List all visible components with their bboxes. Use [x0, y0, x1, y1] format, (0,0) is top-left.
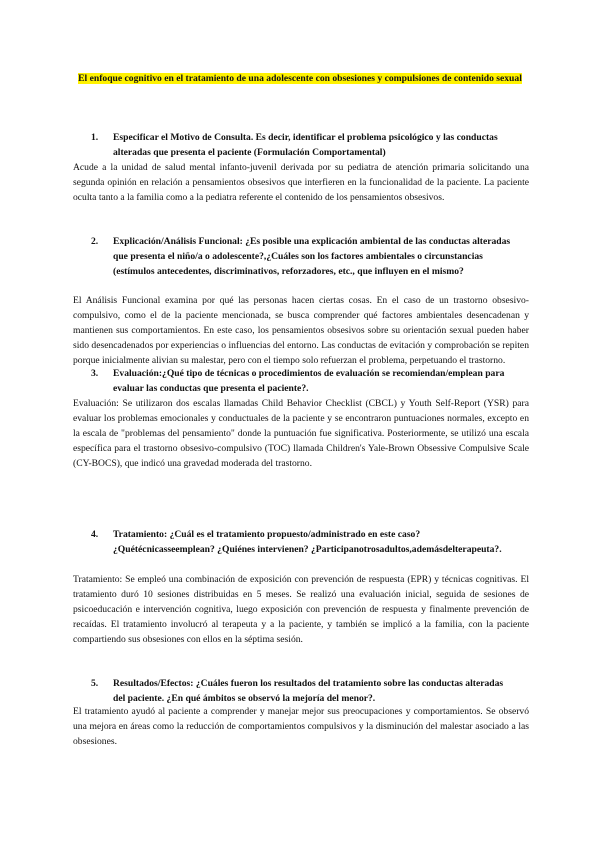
section-4-heading: [91, 527, 516, 557]
section-heading-text: Especificar el Motivo de Consulta. Es decir, identificar el problema psicológico y las conductas alteradas que presenta el paciente (Formulación Comportamental): [113, 132, 498, 158]
section-1-heading: [91, 130, 516, 160]
section-number: 4.: [91, 529, 99, 540]
section-3-heading: [91, 366, 516, 396]
document-title: [70, 71, 530, 86]
section-heading-text: Explicación/Análisis Funcional: ¿Es posible una explicación ambiental de las conductas alteradas que presenta el niño/a o adolescente?,¿Cuáles son los factores ambientales o circunstancias (estímulos antecedentes, discriminativos, reforzadores, etc., que influyen en el mismo?: [113, 236, 511, 277]
section-heading-text: Evaluación:¿Qué tipo de técnicas o procedimientos de evaluación se recomiendan/emplean para evaluar las conductas que presenta el paciente?.: [113, 368, 505, 394]
section-5-heading: [91, 676, 516, 706]
section-number: 1.: [91, 132, 99, 143]
section-heading-text: Tratamiento: ¿Cuál es el tratamiento propuesto/administrado en este caso? ¿Quétécnicasseemplean? ¿Quiénes intervienen? ¿Participanotrosadultos,ademásdelterapeuta?.: [113, 529, 502, 555]
section-1-body: Acude a la unidad de salud mental infanto-juvenil derivada por su pediatra de atención primaria solicitando una segunda opinión en relación a pensamientos obsesivos que interfieren en la funcionalidad de la paciente. La paciente oculta tanto a la familia como a la pediatra referente el contenido de los pensamientos obsesivos.: [73, 162, 529, 203]
section-2-body: El Análisis Funcional examina por qué las personas hacen ciertas cosas. En el caso de un trastorno obsesivo-compulsivo, como el de la paciente mencionada, se busca comprender qué factores ambientales desencadenan y mantienen sus comportamientos. En este caso, los pensamientos obsesivos sobre su orientación sexual pueden haber sido desencadenados por experiencias o influencias del entorno. Las conductas de evitación y comprobación se repiten porque inicialmente alivian su malestar, pero con el tiempo solo refuerzan el problema, perpetuando el trastorno.: [73, 295, 529, 366]
title-highlight: El enfoque cognitivo en el tratamiento de una adolescente con obsesiones y compulsiones de contenido sexual: [78, 73, 522, 84]
section-3-body: Evaluación: Se utilizaron dos escalas llamadas Child Behavior Checklist (CBCL) y Youth Self-Report (YSR) para evaluar los problemas emocionales y conductuales de la paciente y se encontraron puntuaciones normales, excepto en la escala de "problemas del pensamiento" donde la puntuación fue significativa. Posteriormente, se utilizó una escala específica para el trastorno obsesivo-compulsivo (TOC) llamada Children's Yale-Brown Obsessive Compulsive Scale (CY-BOCS), que indicó una gravedad moderada del trastorno.: [73, 398, 529, 469]
section-5-body: El tratamiento ayudó al paciente a comprender y manejar mejor sus preocupaciones y comportamientos. Se observó una mejora en áreas como la reducción de comportamientos compulsivos y la disminución del malestar asociado a las obsesiones.: [73, 706, 529, 747]
section-2-heading: [91, 234, 516, 279]
section-4-body: Tratamiento: Se empleó una combinación de exposición con prevención de respuesta (EPR) y técnicas cognitivas. El tratamiento duró 10 sesiones distribuidas en 5 meses. Se realizó una evaluación inicial, seguida de sesiones de psicoeducación e intervención cognitiva, luego exposición con prevención de respuesta y finalmente prevención de recaídas. El tratamiento involucró al terapeuta y a la paciente, y también se implicó a la familia, con la paciente compartiendo sus obsesiones con ellos en la séptima sesión.: [73, 574, 529, 645]
section-heading-text: Resultados/Efectos: ¿Cuáles fueron los resultados del tratamiento sobre las conductas alteradas del paciente. ¿En qué ámbitos se observó la mejoría del menor?.: [113, 678, 504, 704]
section-number: 5.: [91, 678, 99, 689]
section-number: 2.: [91, 236, 99, 247]
section-number: 3.: [91, 368, 99, 379]
